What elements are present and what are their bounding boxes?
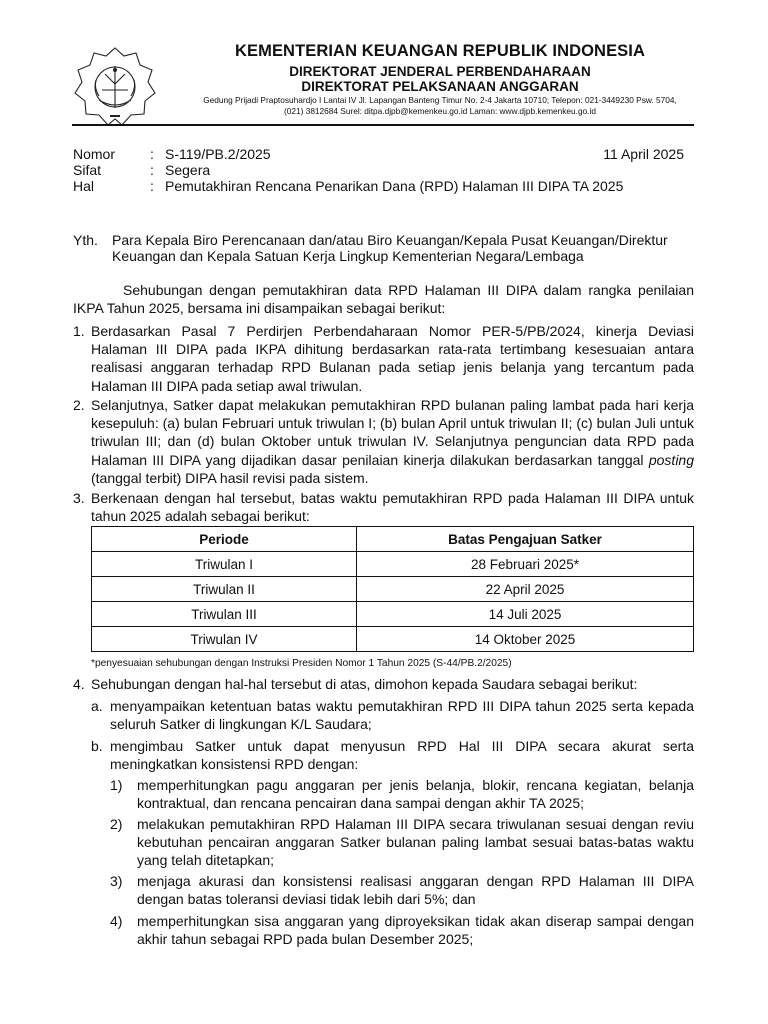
row-4-deadline: 14 Oktober 2025 [357, 627, 694, 652]
table-footnote: *penyesuaian sehubungan dengan Instruksi Presiden Nomor 1 Tahun 2025 (S-44/PB.2/2025) [91, 658, 512, 669]
deadline-table [91, 526, 694, 652]
address-line-1: Gedung Prijadi Praptosuhardjo I Lantai IV Jl. Lapangan Banteng Timur No. 2-4 Jakarta 10710; Telepon: 021-3449230 Psw. 5704, [203, 95, 677, 105]
nomor-separator: : [150, 146, 154, 162]
item-4-number: 4. [73, 676, 85, 692]
item-2-italic-term: posting [648, 451, 695, 468]
addressee-line-1: Para Kepala Biro Perencanaan dan/atau Biro Keuangan/Kepala Pusat Keuangan/Direktur [112, 232, 668, 248]
table-row [92, 577, 694, 602]
sub-b-text: mengimbau Satker untuk dapat menyusun RPD Hal III DIPA secara akurat serta meningkatkan konsistensi RPD dengan: [110, 738, 694, 773]
item-1-number: 1. [73, 323, 85, 339]
nomor-value: S-119/PB.2/2025 [165, 146, 271, 162]
table-row [92, 552, 694, 577]
ministry-name: KEMENTERIAN KEUANGAN REPUBLIK INDONESIA [234, 42, 645, 60]
item-2-text-after: (tanggal terbit) DIPA hasil revisi pada sistem. [91, 469, 369, 486]
sifat-value: Segera [165, 162, 211, 178]
hal-separator: : [150, 178, 154, 194]
item-3-number: 3. [73, 490, 85, 506]
row-4-periode: Triwulan IV [92, 627, 357, 652]
point-2-label: 2) [110, 816, 123, 832]
row-1-periode: Triwulan I [92, 552, 357, 577]
item-2-number: 2. [73, 397, 85, 413]
row-3-deadline: 14 Juli 2025 [357, 602, 694, 627]
item-2-text [91, 396, 694, 487]
sub-b-label: b. [91, 738, 103, 754]
point-4-text: memperhitungkan sisa anggaran yang diproyeksikan tidak akan diserap sampai dengan akhir tahun sebagai RPD pada bulan Desember 2025; [137, 913, 694, 948]
letter-date: 11 April 2025 [603, 146, 684, 162]
table-row [92, 602, 694, 627]
table-header-row [92, 527, 694, 552]
item-2-text-before: Selanjutnya, Satker dapat melakukan pemutakhiran RPD bulanan paling lambat pada hari kerja kesepuluh: (a) bulan Februari untuk triwulan I; (b) bulan April untuk triwulan II; (c) bulan Juli untuk triwulan III; dan (d) bulan Oktober untuk triwulan IV. Selanjutnya penguncian data RPD pada Halaman III DIPA yang dijadikan dasar penilaian kinerja dilakukan berdasarkan tanggal [91, 397, 694, 468]
addressee-line-2: Keuangan dan Kepala Satuan Kerja Lingkup Kementerian Negara/Lembaga [112, 248, 584, 264]
letterhead-address [160, 95, 720, 117]
sub-a-label: a. [91, 698, 103, 714]
point-1-text: memperhitungkan pagu anggaran per jenis belanja, blokir, rencana kegiatan, belanja kontraktual, dan rencana pencairan dana sampai dengan akhir TA 2025; [137, 777, 694, 812]
header-periode: Periode [92, 527, 357, 552]
intro-paragraph: Sehubungan dengan pemutakhiran data RPD Halaman III DIPA dalam rangka penilaian IKPA Tahun 2025, bersama ini disampaikan sebagai berikut: [73, 282, 694, 317]
point-3-text: menjaga akurasi dan konsistensi realisasi anggaran dengan RPD Halaman III DIPA dengan batas toleransi deviasi tidak lebih dari 5%; dan [137, 873, 694, 908]
sifat-separator: : [150, 162, 154, 178]
kemenkeu-emblem-icon [72, 44, 158, 130]
header-batas-pengajuan: Batas Pengajuan Satker [357, 527, 694, 552]
address-line-2: (021) 3812684 Surel: ditpa.djpb@kemenkeu.go.id Laman: www.djpb.kemenkeu.go.id [284, 106, 596, 116]
table-row [92, 627, 694, 652]
addressee-label: Yth. [73, 232, 98, 248]
row-2-periode: Triwulan II [92, 577, 357, 602]
letterhead-divider [72, 124, 694, 126]
row-3-periode: Triwulan III [92, 602, 357, 627]
directorate-name: DIREKTORAT PELAKSANAAN ANGGARAN [301, 79, 579, 94]
nomor-label: Nomor [73, 146, 116, 162]
item-3-text: Berkenaan dengan hal tersebut, batas waktu pemutakhiran RPD pada Halaman III DIPA untuk tahun 2025 adalah sebagai berikut: [91, 490, 694, 525]
point-1-label: 1) [110, 777, 123, 793]
row-2-deadline: 22 April 2025 [357, 577, 694, 602]
point-3-label: 3) [110, 873, 123, 889]
directorate-general-name: DIREKTORAT JENDERAL PERBENDAHARAAN [289, 64, 591, 79]
point-2-text: melakukan pemutakhiran RPD Halaman III DIPA secara triwulanan sesuai dengan reviu kebutuhan pencairan anggaran Satker bulanan paling lambat sesuai batas-batas waktu yang telah ditetapkan; [137, 816, 694, 869]
sub-a-text: menyampaikan ketentuan batas waktu pemutakhiran RPD III DIPA tahun 2025 serta kepada seluruh Satker di lingkungan K/L Saudara; [110, 698, 694, 733]
row-1-deadline: 28 Februari 2025* [357, 552, 694, 577]
hal-label: Hal [73, 178, 95, 194]
item-4-text: Sehubungan dengan hal-hal tersebut di atas, dimohon kepada Saudara sebagai berikut: [91, 676, 638, 692]
sifat-label: Sifat [73, 162, 102, 178]
item-1-text: Berdasarkan Pasal 7 Perdirjen Perbendaharaan Nomor PER-5/PB/2024, kinerja Deviasi Halaman III DIPA pada IKPA dihitung berdasarkan rata-rata tertimbang kesesuaian antara realisasi anggaran terhadap RPD Bulanan pada setiap jenis belanja yang tercantum pada Halaman III DIPA pada setiap awal triwulan. [91, 323, 694, 394]
hal-value: Pemutakhiran Rencana Penarikan Dana (RPD) Halaman III DIPA TA 2025 [165, 178, 624, 194]
point-4-label: 4) [110, 913, 123, 929]
